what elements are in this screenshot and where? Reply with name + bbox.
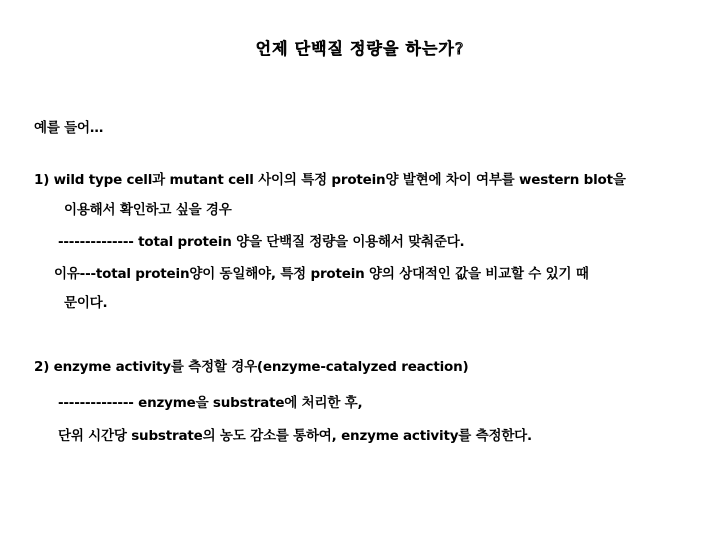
- slide-title: 언제 단백질 정량을 하는가?: [255, 39, 465, 58]
- intro-text: 예를 들어…: [34, 120, 104, 136]
- item2-line1: 2) enzyme activity를 측정할 경우(enzyme-catalyzed reaction): [34, 359, 469, 375]
- item1-line4: 이유---total protein양이 동일해야, 특정 protein 양의 상대적인 값을 비교할 수 있기 때: [54, 266, 589, 282]
- item1-line1: 1) wild type cell과 mutant cell 사이의 특정 protein양 발현에 차이 여부를 western blot을: [34, 172, 626, 188]
- item1-line5: 문이다.: [64, 295, 108, 311]
- item1-line3: -------------- total protein 양을 단백질 정량을 이용해서 맞춰준다.: [58, 234, 465, 250]
- item1-line2: 이용해서 확인하고 싶을 경우: [64, 202, 232, 218]
- item2-line2: -------------- enzyme을 substrate에 처리한 후,: [58, 395, 363, 411]
- item2-line3: 단위 시간당 substrate의 농도 감소를 통하여, enzyme activity를 측정한다.: [58, 428, 532, 444]
